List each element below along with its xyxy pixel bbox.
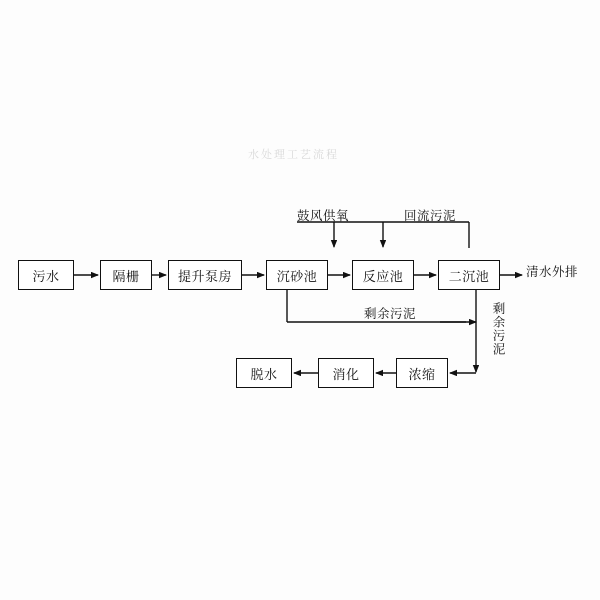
- node-label: 提升泵房: [177, 269, 232, 285]
- node-secondary-clarifier: [438, 260, 500, 290]
- node-pump-house: [168, 260, 242, 290]
- node-label: 隔栅: [112, 269, 140, 285]
- label-blower-oxygen: 鼓风供氧: [297, 208, 350, 223]
- node-label: 污水: [32, 269, 60, 285]
- node-wastewater: [18, 260, 74, 290]
- label-excess-sludge: 剩余污泥: [364, 306, 417, 321]
- node-label: 脱水: [250, 367, 278, 383]
- watermark-text: 水处理工艺流程: [248, 148, 339, 161]
- node-digester: [318, 358, 374, 388]
- label-return-sludge: 回流污泥: [404, 208, 457, 223]
- node-thickener: [396, 358, 448, 388]
- node-grille: [100, 260, 152, 290]
- node-reaction-tank: [352, 260, 414, 290]
- node-grit-chamber: [266, 260, 328, 290]
- node-label: 浓缩: [408, 367, 436, 383]
- node-label: 二沉池: [448, 269, 490, 285]
- node-label: 反应池: [362, 269, 404, 285]
- label-excess-sludge-vertical: 剩余污泥: [491, 302, 506, 356]
- node-dewatering: [236, 358, 292, 388]
- node-label: 沉砂池: [276, 269, 318, 285]
- label-clean-water-discharge: 清水外排: [526, 264, 579, 279]
- node-label: 消化: [332, 367, 360, 383]
